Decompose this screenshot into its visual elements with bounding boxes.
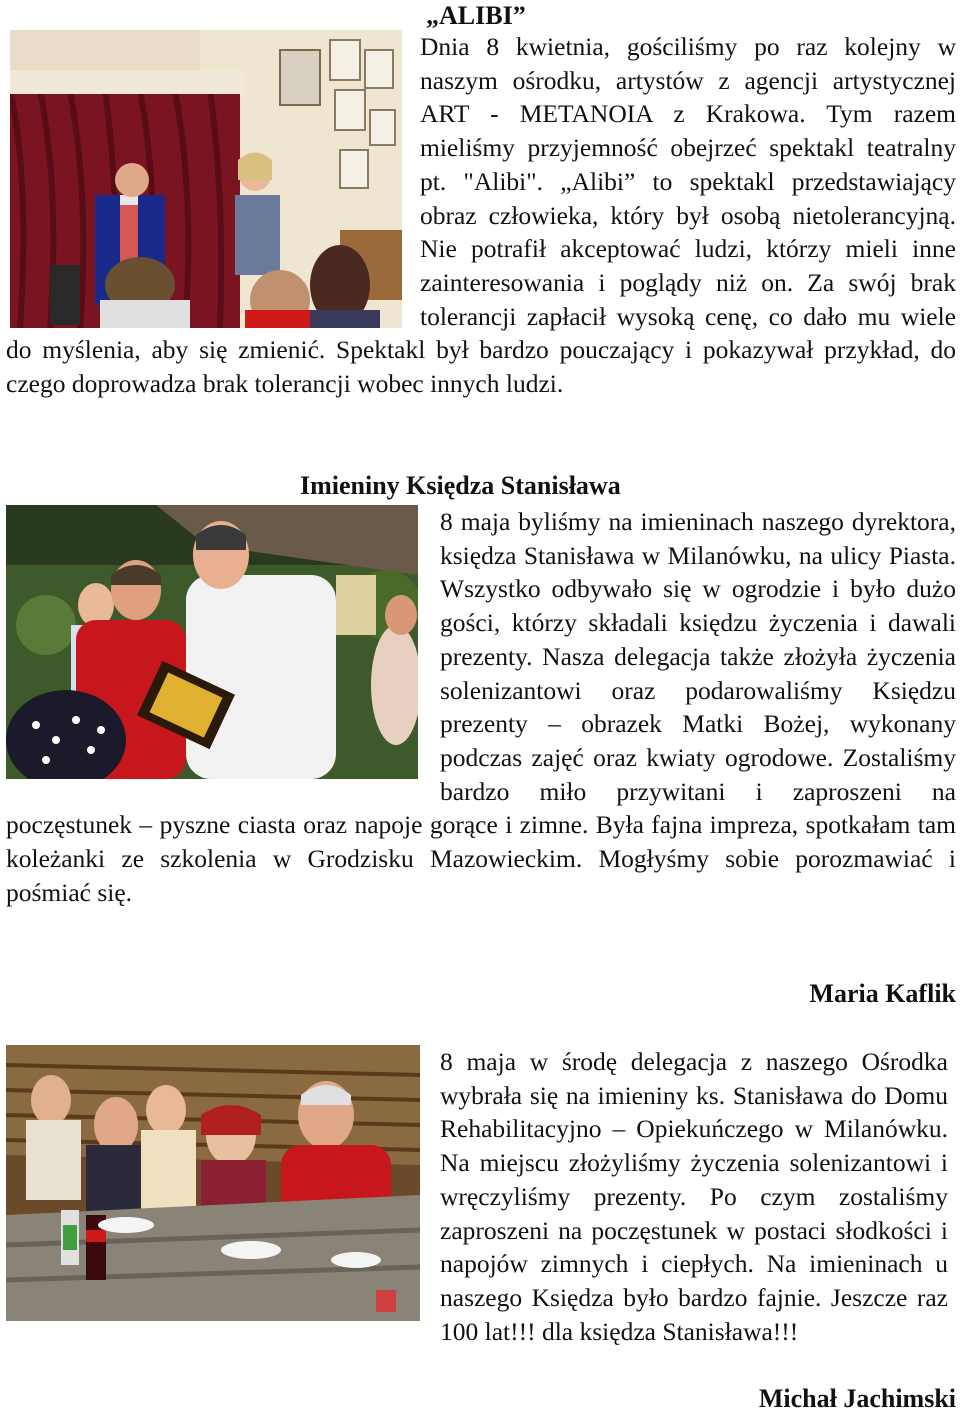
article-body-visit [6, 1045, 948, 1348]
article-text: Dnia 8 kwietnia, gościliśmy po raz kolejny w naszym ośrodku, artystów z agencji artystycznej ART - METANOIA z Krakowa. Tym razem mieliśmy przyjemność obejrzeć spektakl teatralny pt. "Alibi". „Alibi” to spektakl przedstawiający obraz człowieka, który był osobą nietolerancyjną. Nie potrafił akceptować ludzi, którzy mieli inne zainteresowania i poglądy niż on. Za swój brak tolerancji zapłacił wysoką cenę, co dało mu wiele do myślenia, aby się zmienić. Spektakl był bardzo pouczający i pokazywał przykład, do czego doprowadza brak tolerancji wobec innych ludzi. [6, 32, 956, 399]
author-signature: Michał Jachimski [758, 1384, 956, 1413]
article-title-alibi: „ALIBI” [426, 1, 526, 30]
article-body-name-day [6, 505, 956, 909]
article-title-name-day: Imieniny Księdza Stanisława [300, 471, 621, 500]
author-signature: Maria Kaflik [809, 979, 956, 1008]
article-text: 8 maja byliśmy na imieninach naszego dyrektora, księdza Stanisława w Milanówku, na ulicy Piasta. Wszystko odbywało się w ogrodzie i było dużo gości, którzy składali księdzu życzenia i dawali prezenty. Nasza delegacja także złożyła życzenia solenizantowi oraz podarowaliśmy Księdzu prezenty – obrazek Matki Bożej, wykonany podczas zajęć oraz kwiaty ogrodowe. Zostaliśmy bardzo miło przywitani i zaproszeni na poczęstunek – pyszne ciasta oraz napoje gorące i zimne. Była fajna impreza, spotkałam tam koleżanki ze szkolenia w Grodzisku Mazowieckim. Mogłyśmy sobie porozmawiać i pośmiać się. [6, 507, 956, 907]
article-body-alibi [6, 30, 956, 401]
article-text: 8 maja w środę delegacja z naszego Ośrodka wybrała się na imieniny ks. Stanisława do Domu Rehabilitacyjno – Opiekuńczego w Milanówku. Na miejscu złożyliśmy życzenia solenizantowi i wręczyliśmy prezenty. Po czym zostaliśmy zaproszeni na poczęstunek w postaci słodkości i napojów zimnych i ciepłych. Na imieninach u naszego Księdza było bardzo fajnie. Jeszcze raz 100 lat!!! dla księdza Stanisława!!! [440, 1047, 948, 1346]
photo-spacer [6, 505, 440, 808]
photo-spacer [6, 30, 420, 331]
photo-spacer [6, 1045, 440, 1348]
